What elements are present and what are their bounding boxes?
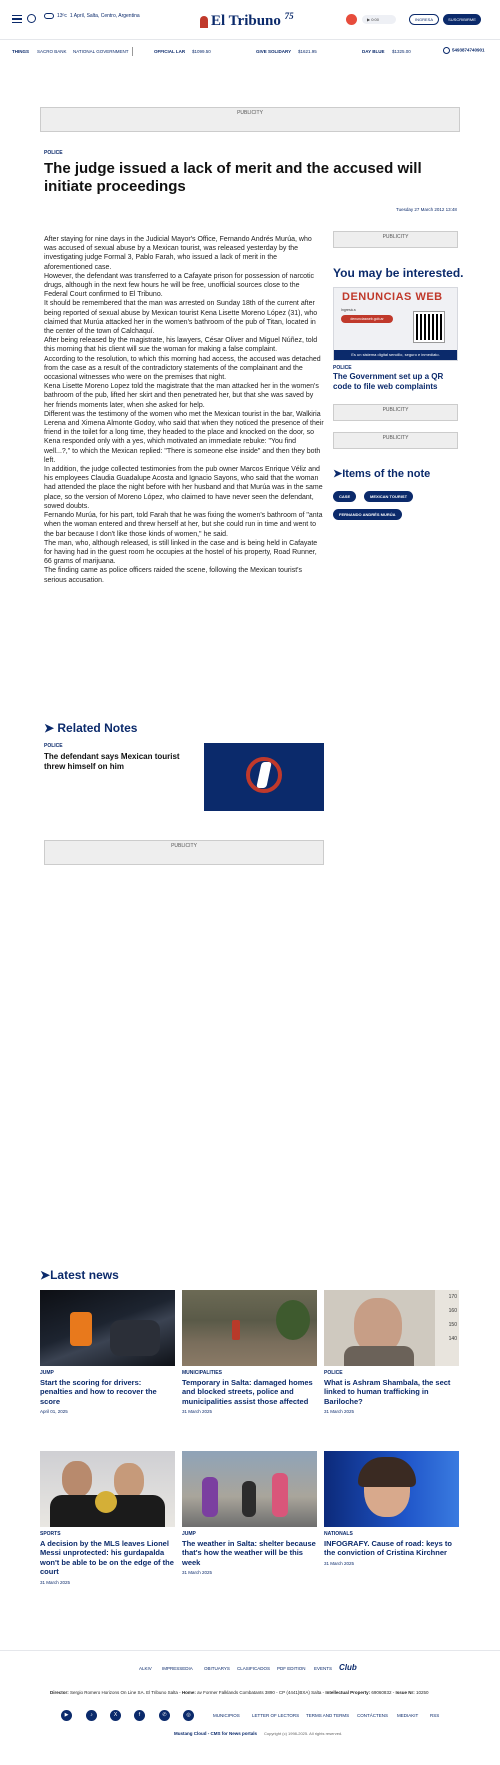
footer-nav-link[interactable]: PDF EDITION — [277, 1666, 306, 1671]
news-card-title[interactable]: The weather in Salta: shelter because that's how the weather will be this week — [182, 1539, 316, 1567]
trophy-shape — [95, 1491, 117, 1513]
qr-code-icon — [414, 312, 444, 342]
face-shape — [62, 1461, 92, 1497]
article-paragraph: Different was the testimony of the women who met the Mexican tourist in the bar, Walkiria Lerena and Ximena Almonte Godoy, who said that when they noticed the presence of their friend in the toilet for a long time, they headed to the place and knocked on the door, so Kena responded only with a yes, which motivated an immediate rebuke: "You find well...?," to which the Mexican replied: "There is someone else inside" and then they both left. — [44, 410, 324, 464]
article-paragraph: It should be remembered that the man was arrested on Sunday 18th of the current after being reported of sexual abuse by Mexican tourist Kena Lisette Moreno López (31), who claimed that Murúa attacked her in the women's bathroom of the pub of Titan, located in the center of the town of Calchaquí. — [44, 300, 318, 336]
site-logo[interactable] — [200, 11, 294, 30]
related-news-title[interactable]: The defendant says Mexican tourist threw himself on him — [44, 752, 180, 771]
tag-chip[interactable]: FERNANDO ANDRÉS MURÚA — [333, 509, 402, 520]
news-card-image[interactable] — [324, 1290, 459, 1366]
latest-news-title — [40, 1268, 119, 1282]
player-time: 0:00 — [371, 17, 379, 22]
footer-nav2-link[interactable]: CONTÁCTENS — [357, 1713, 389, 1718]
chevron-right-icon: ➤ — [40, 1268, 51, 1282]
news-card-date: April 01, 2025 — [40, 1409, 68, 1415]
ip-label: Intellectual Property: — [325, 1690, 371, 1695]
whatsapp-icon[interactable]: ✆ — [159, 1710, 170, 1721]
news-card-title[interactable]: Temporary in Salta: damaged homes and blocked streets, police and municipalities assist those affected — [182, 1378, 313, 1406]
article-paragraph: However, the defendant was transferred to a Cafayate prison for possession of narcotic drugs, although in the next few hours he will be free, unofficial sources close to the Federal Court confirmed to El Tribuno. — [44, 272, 315, 299]
news-card-image[interactable] — [40, 1451, 175, 1527]
whatsapp-number: 5493874740901 — [452, 47, 485, 53]
ruler-tick: 150 — [448, 1322, 457, 1328]
radio-icon[interactable] — [346, 14, 357, 25]
article-category[interactable]: POLICE — [44, 150, 63, 156]
news-card-category[interactable]: MUNICIPALITIES — [182, 1370, 222, 1376]
tag-chip[interactable]: MEXICAN TOURIST — [364, 491, 413, 502]
logo-mark-icon — [200, 16, 208, 28]
club-logo[interactable]: Club — [339, 1663, 357, 1672]
cms-credit-text[interactable]: Mustang Cloud - CMS for News portals — [174, 1731, 258, 1736]
aside-news-category[interactable]: POLICE — [333, 365, 352, 371]
shoulders-shape — [344, 1346, 414, 1366]
bottom-article-ad[interactable]: PUBLICITY — [44, 840, 324, 865]
person-shape — [272, 1473, 288, 1517]
instagram-icon[interactable]: ◎ — [183, 1710, 194, 1721]
youtube-icon[interactable]: ▶ — [61, 1710, 72, 1721]
footer-nav-link[interactable]: EVENTS — [314, 1666, 333, 1671]
items-of-note-label: Items of the note — [342, 468, 431, 480]
footer-nav2-link[interactable]: LETTER OF LECTORS — [252, 1713, 300, 1718]
news-card-date: 31 March 2025 — [324, 1409, 355, 1415]
footer-nav2-link[interactable]: MUNICIPIOS — [213, 1713, 240, 1718]
official-rate-value: $1099.50 — [192, 49, 211, 54]
x-icon[interactable]: X — [110, 1710, 121, 1721]
whatsapp-link[interactable] — [443, 47, 485, 54]
weather-widget — [44, 13, 140, 19]
footer-nav-link[interactable]: ALKIV — [139, 1666, 152, 1671]
solidary-rate-value: $1621.95 — [298, 49, 317, 54]
article-paragraph: Kena Lisette Moreno Lopez told the magistrate that the man attacked her in the women's bathroom of the pub, lifted her skirt and then penetrated her, but that she was saved by her friends moments later, when she asked for help. — [44, 383, 319, 409]
related-notes-label: Related Notes — [57, 721, 138, 735]
blue-rate-label: DAY BLUE — [362, 49, 385, 54]
vest-shape — [70, 1312, 92, 1346]
motorcycle-shape — [110, 1320, 160, 1356]
article-paragraph: After staying for nine days in the Judicial Mayor's Office, Fernando Andrés Murúa, who was accused of sexual abuse by a Mexican tourist, was released yesterday by the investigating judge Formal 3, Pablo Farah, who issued a lack of merit in the aforementioned case. — [44, 236, 312, 271]
related-notes-title — [44, 721, 137, 735]
footer-nav-link[interactable]: CLASIFICADOS — [237, 1666, 271, 1671]
ruler-tick: 170 — [448, 1294, 457, 1300]
logo-badge: 75 — [284, 11, 294, 21]
copyright: Copyright (c) 1998-2025. All rights reserved. — [264, 1731, 343, 1736]
footer-legal-line — [50, 1690, 429, 1695]
cms-credit[interactable] — [174, 1731, 257, 1736]
top-ad[interactable]: PUBLICITY — [40, 107, 460, 132]
play-icon[interactable]: ▶ — [367, 17, 372, 22]
article-title: The judge issued a lack of merit and the accused will initiate proceedings — [44, 160, 422, 195]
subscribe-button[interactable]: SUSCRIBIRME — [443, 14, 481, 25]
news-card[interactable] — [324, 1451, 459, 1566]
issue-value: 10250 — [416, 1690, 429, 1695]
news-card[interactable] — [40, 1451, 175, 1585]
person-shape — [242, 1481, 256, 1517]
article-paragraph: In addition, the judge collected testimonies from the pub owner Marcos Enrique Véliz and his employees Claudia Guadalupe Acosta and Ignacio Sayons, who said that the woman had attended the place the night before with her husband and that Murúa was in the same place, so the version of Moreno López, who claimed to have never seen the defendant, sowed doubts. — [44, 466, 323, 510]
logo-text: El Tribuno — [211, 13, 281, 29]
news-card-title[interactable]: INFOGRAFY. Cause of road: keys to the conviction of Cristina Kirchner — [324, 1539, 452, 1558]
home-label: Home: — [181, 1690, 196, 1695]
news-card-image[interactable] — [182, 1290, 317, 1366]
footer-nav-link[interactable]: IMPRESSEDIA — [162, 1666, 193, 1671]
news-card[interactable] — [324, 1290, 459, 1414]
news-card-image[interactable] — [40, 1290, 175, 1366]
issue-label: Issue Nr: — [395, 1690, 415, 1695]
news-card-date: 31 March 2025 — [182, 1409, 213, 1415]
interest-title: You may be interested. — [333, 266, 464, 280]
site-header — [0, 0, 500, 40]
article-body — [44, 235, 324, 585]
footer-divider — [0, 1650, 500, 1651]
facebook-icon[interactable]: f — [134, 1710, 145, 1721]
article-paragraph: After being released by the magistrate, his lawyers, César Oliver and Miguel Núñez, told this morning that his client will sue the woman for making a false complaint. — [44, 337, 318, 354]
ip-value: 69060832 - — [371, 1690, 395, 1695]
audio-player[interactable] — [362, 15, 396, 24]
person-shape — [232, 1320, 240, 1340]
news-card-title[interactable]: Start the scoring for drivers: penalties and how to recover the score — [40, 1378, 157, 1406]
tiktok-icon[interactable]: ♪ — [86, 1710, 97, 1721]
items-of-note-title — [333, 467, 430, 480]
ticker-sacro-bank[interactable]: SACRO BANK — [37, 49, 67, 54]
tag-chip[interactable]: CASE — [333, 491, 356, 502]
ticker-things[interactable]: THINGS — [12, 49, 30, 54]
director-label: Director: — [50, 1690, 69, 1695]
footer-nav-link[interactable]: OBITUARYS — [204, 1666, 230, 1671]
news-card-date: 31 March 2025 — [40, 1579, 71, 1585]
tree-shape — [276, 1300, 310, 1340]
menu-icon[interactable] — [12, 15, 22, 23]
promo-title: DENUNCIAS WEB — [342, 291, 443, 303]
article-paragraph: The finding came as police officers raided the scene, following the Mexican tourist's serious accusation. — [44, 567, 303, 584]
height-ruler — [435, 1290, 459, 1366]
article-paragraph: According to the resolution, to which this morning had access, the accused was detached from the case as a result of the contradictory statements of the complainant and the occasional witnesses who were on the premises that night. — [44, 355, 321, 382]
aside-ad-3[interactable]: PUBLICITY — [333, 432, 458, 449]
article-paragraph: Fernando Murúa, for his part, told Farah that he was fixing the women's bathroom of "anta when the woman entered and threw herself at her, but she could run in time and went to the bar because I don't like those kinds of women," he said. — [44, 512, 323, 538]
person-shape — [202, 1477, 218, 1517]
news-card-category[interactable]: NATIONALS — [324, 1531, 353, 1537]
whatsapp-icon — [443, 47, 450, 54]
news-card-category[interactable]: JUMP — [40, 1370, 54, 1376]
news-card-title[interactable]: What is Ashram Shambala, the sect linked to human trafficking in Bariloche? — [324, 1378, 451, 1406]
news-card[interactable] — [182, 1290, 317, 1414]
news-card[interactable] — [182, 1451, 317, 1575]
article-paragraph: The man, who, although released, is still linked in the case and is being held in Cafayate for having had in the guest room he occupies at the hostel of his property, Road Runner, 66 grams of marijuana. — [44, 539, 318, 566]
weather-temp: 13ºc — [57, 13, 67, 19]
news-card-category[interactable]: SPORTS — [40, 1531, 61, 1537]
aside-ad-2[interactable]: PUBLICITY — [333, 404, 458, 421]
ruler-tick: 140 — [448, 1336, 457, 1342]
solidary-rate-label: GIVE SOLIDARY — [256, 49, 292, 54]
ruler-tick: 160 — [448, 1308, 457, 1314]
news-card-date: 31 March 2025 — [182, 1570, 213, 1576]
ticker-national-government[interactable]: NATIONAL GOVERNMENT — [73, 49, 129, 54]
footer-nav2-link[interactable]: MEDIAKIT — [397, 1713, 419, 1718]
aside-news-title[interactable]: The Government set up a QR code to file web complaints — [333, 372, 444, 391]
login-button[interactable]: INGRESA — [409, 14, 439, 25]
related-category[interactable]: POLICE — [44, 743, 63, 749]
face-shape — [114, 1463, 144, 1499]
footer-nav2-link[interactable]: TERMS AND TERMS — [306, 1713, 350, 1718]
official-rate-label: OFFICIAL LAR — [154, 49, 186, 54]
news-card-title[interactable]: A decision by the MLS leaves Lionel Messi unprotected: his gurdapalda won't be able to be on the edge of the court — [40, 1539, 174, 1577]
blue-rate-value: $1325.00 — [392, 49, 411, 54]
footer-nav2-link[interactable]: RSS — [430, 1713, 440, 1718]
chevron-right-icon: ➤ — [44, 721, 58, 735]
related-news-image[interactable] — [204, 743, 324, 811]
news-card-category[interactable]: POLICE — [324, 1370, 343, 1376]
latest-news-label: Latest news — [50, 1268, 119, 1282]
news-card-image[interactable] — [324, 1451, 459, 1527]
ticker-divider — [132, 47, 133, 56]
aside-ad-1[interactable]: PUBLICITY — [333, 231, 458, 248]
weather-location: 1 April, Salta, Centro, Argentina — [69, 13, 140, 19]
news-card-category[interactable]: JUMP — [182, 1531, 196, 1537]
hair-shape — [358, 1457, 416, 1487]
search-icon[interactable] — [27, 14, 36, 23]
chevron-right-icon: ➤ — [333, 468, 343, 480]
director-value: Sergio Romero Horizons On Line SA. El Tribuno Salta - — [70, 1690, 181, 1695]
promo-url[interactable]: denunciasweb.gob.ar — [341, 315, 393, 323]
home-value: av Former Falklands Combatants 3890 - CP (4441)BXA) Salta - — [197, 1690, 325, 1695]
news-card[interactable] — [40, 1290, 175, 1414]
cloud-icon — [44, 13, 54, 19]
market-ticker — [0, 44, 500, 58]
news-card-image[interactable] — [182, 1451, 317, 1527]
promo-footer: Es un sistema digital sencillo, seguro e inmediato. — [334, 350, 457, 360]
news-card-date: 31 March 2025 — [324, 1560, 355, 1566]
promo-small-text: Ingresá a — [341, 308, 356, 312]
article-date: Tuesday 27 March 2012 13:48 — [396, 207, 457, 212]
denuncias-web-promo[interactable] — [333, 287, 458, 361]
